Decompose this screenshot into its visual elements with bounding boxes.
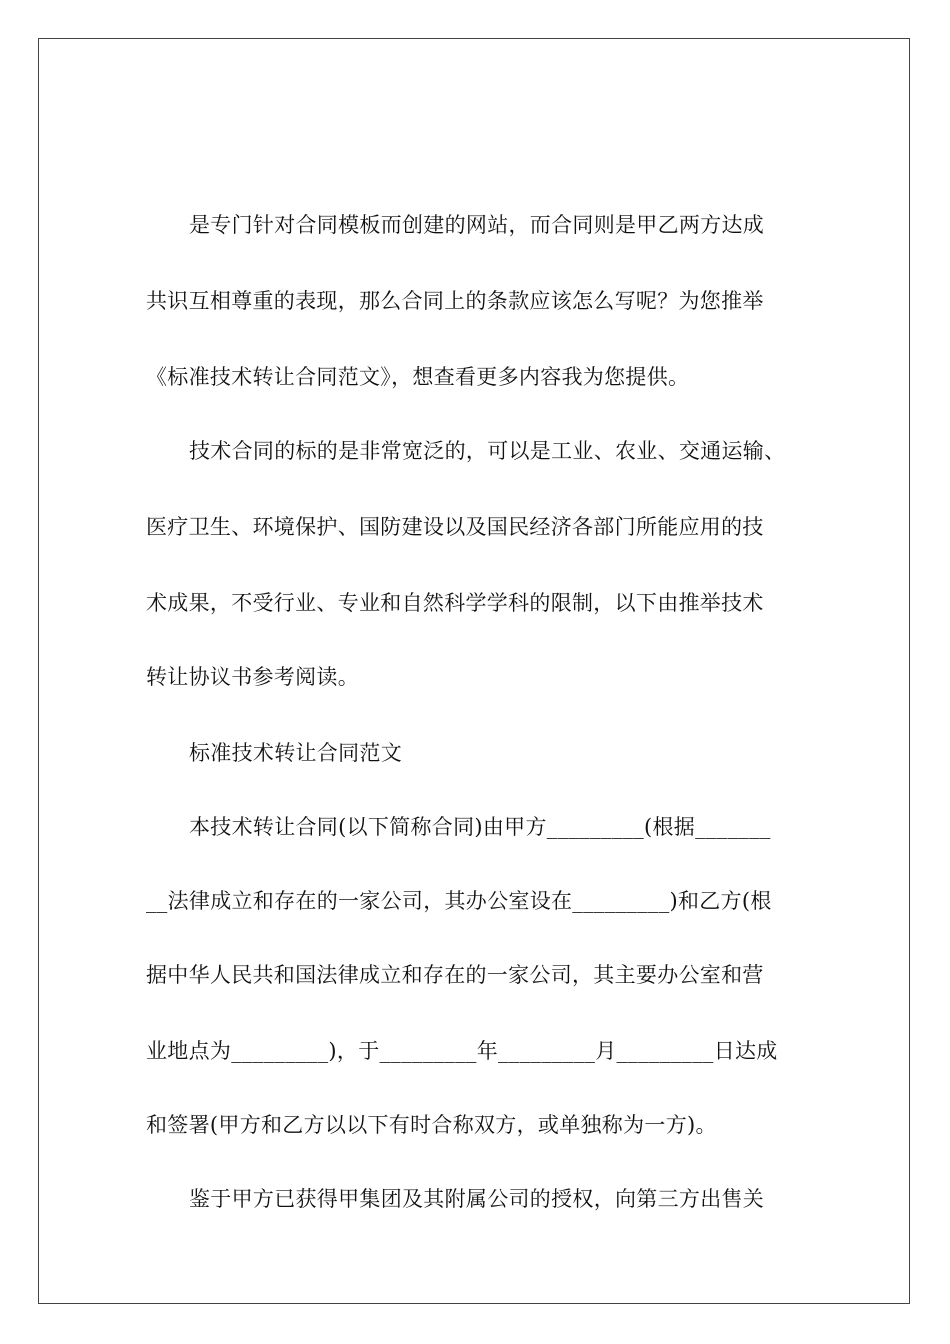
paragraph-parties-line-2: __法律成立和存在的一家公司，其办公室设在_________)和乙方(根 [146,889,772,913]
paragraph-scope-line-3: 术成果，不受行业、专业和自然科学学科的限制，以下由推举技术 [146,591,764,615]
paragraph-intro-line-2: 共识互相尊重的表现，那么合同上的条款应该怎么写呢？为您推举 [146,289,764,313]
document-heading: 标准技术转让合同范文 [189,741,402,765]
paragraph-parties-line-1: 本技术转让合同(以下简称合同)由甲方_________(根据_______ [189,815,771,839]
paragraph-scope-line-2: 医疗卫生、环境保护、国防建设以及国民经济各部门所能应用的技 [146,515,764,539]
paragraph-parties-line-5: 和签署(甲方和乙方以以下有时合称双方，或单独称为一方)。 [146,1113,717,1137]
paragraph-parties-line-3: 据中华人民共和国法律成立和存在的一家公司，其主要办公室和营 [146,963,764,987]
paragraph-scope-line-1: 技术合同的标的是非常宽泛的，可以是工业、农业、交通运输、 [189,439,786,463]
paragraph-parties-line-4: 业地点为_________)，于_________年_________月_________日达成 [146,1039,778,1063]
paragraph-whereas-line-1: 鉴于甲方已获得甲集团及其附属公司的授权，向第三方出售关 [189,1187,765,1211]
paragraph-intro-line-1: 是专门针对合同模板而创建的网站，而合同则是甲乙两方达成 [189,213,765,237]
paragraph-scope-line-4: 转让协议书参考阅读。 [146,665,359,689]
paragraph-intro-line-3: 《标准技术转让合同范文》，想查看更多内容我为您提供。 [146,365,690,389]
